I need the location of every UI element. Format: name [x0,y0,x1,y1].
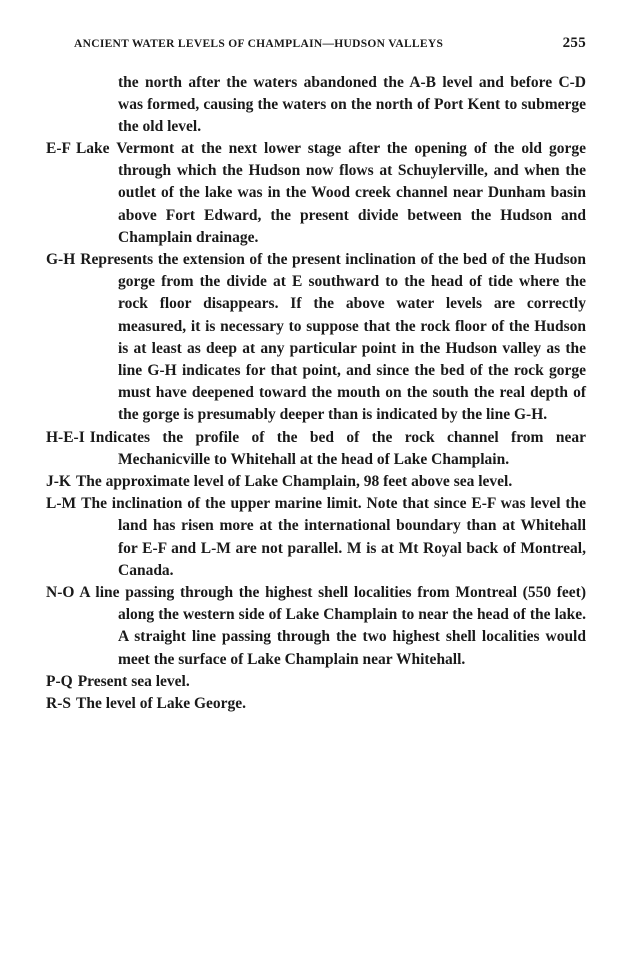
running-title: ANCIENT WATER LEVELS OF CHAMPLAIN—HUDSON VALLEYS [74,38,444,50]
entry-text-content: Represents the extension of the present inclination of the bed of the Hudson gorge from the divide at E southward to the head of tide where the rock floor disappears. If the above water levels are correctly measured, it is necessary to suppose that the rock floor of the Hudson is at least as deep at any particular point in the Hudson valley as the line G-H indicates for that point, and since the bed of the rock gorge must have deepened toward the mouth on the south the real depth of the gorge is presumably deeper than is indicated by the line G-H. [80,251,586,424]
legend-entry-n-o [0,582,626,671]
continuation-paragraph: the north after the waters abandoned the A-B level and before C-D was formed, causing the waters on the north of Port Kent to submerge the old level. [118,74,586,136]
entry-text-content: Present sea level. [77,672,190,690]
entry-label: J-K [46,473,71,491]
page-number: 255 [562,35,586,51]
entry-text [80,249,586,427]
entry-label: H-E-I [46,428,85,446]
legend-entry-e-f [0,138,626,249]
legend-entry-p-q [0,671,626,693]
entry-text-content: Indicates the profile of the bed of the rock channel from near Mechanicville to Whitehall at the head of Lake Champlain. [89,428,586,468]
legend-entries [0,138,626,715]
legend-entry-g-h [0,249,626,427]
legend-entry-r-s [0,693,626,715]
entry-text [79,582,586,671]
entry-label: P-Q [46,672,73,690]
entry-text [81,493,586,582]
entry-label: L-M [46,495,77,513]
entry-text [77,671,586,693]
entry-label: E-F [46,140,71,157]
legend-entry-j-k [0,471,626,493]
legend-entry-h-e-i [0,427,626,471]
entry-text-content: A line passing through the highest shell localities from Montreal (550 feet) along the western side of Lake Champlain to near the head of the lake. A straight line passing through the two highest shell localities would meet the surface of Lake Champlain near Whitehall. [79,584,586,668]
entry-text [75,693,586,715]
entry-text-content: The level of Lake George. [75,695,247,713]
entry-text-content: The inclination of the upper marine limit. Note that since E-F was level the land has risen more at the international boundary than at Whitehall for E-F and L-M are not parallel. M is at Mt Royal back of Montreal, Canada. [81,495,586,579]
running-head [74,35,586,55]
legend-entry-l-m [0,493,626,582]
entry-text-content: Lake Vermont at the next lower stage after the opening of the old gorge through which the Hudson now flows at Schuylerville, and when the outlet of the lake was in the Wood creek channel near Dunham basin above Fort Edward, the present divide between the Hudson and Champlain drainage. [75,140,586,246]
entry-text [75,138,586,249]
entry-text [75,471,586,493]
entry-label: R-S [46,695,71,713]
entry-text-content: The approximate level of Lake Champlain, 98 feet above sea level. [75,473,513,491]
entry-label: N-O [46,584,75,602]
entry-label: G-H [46,251,76,269]
entry-text [89,427,586,471]
